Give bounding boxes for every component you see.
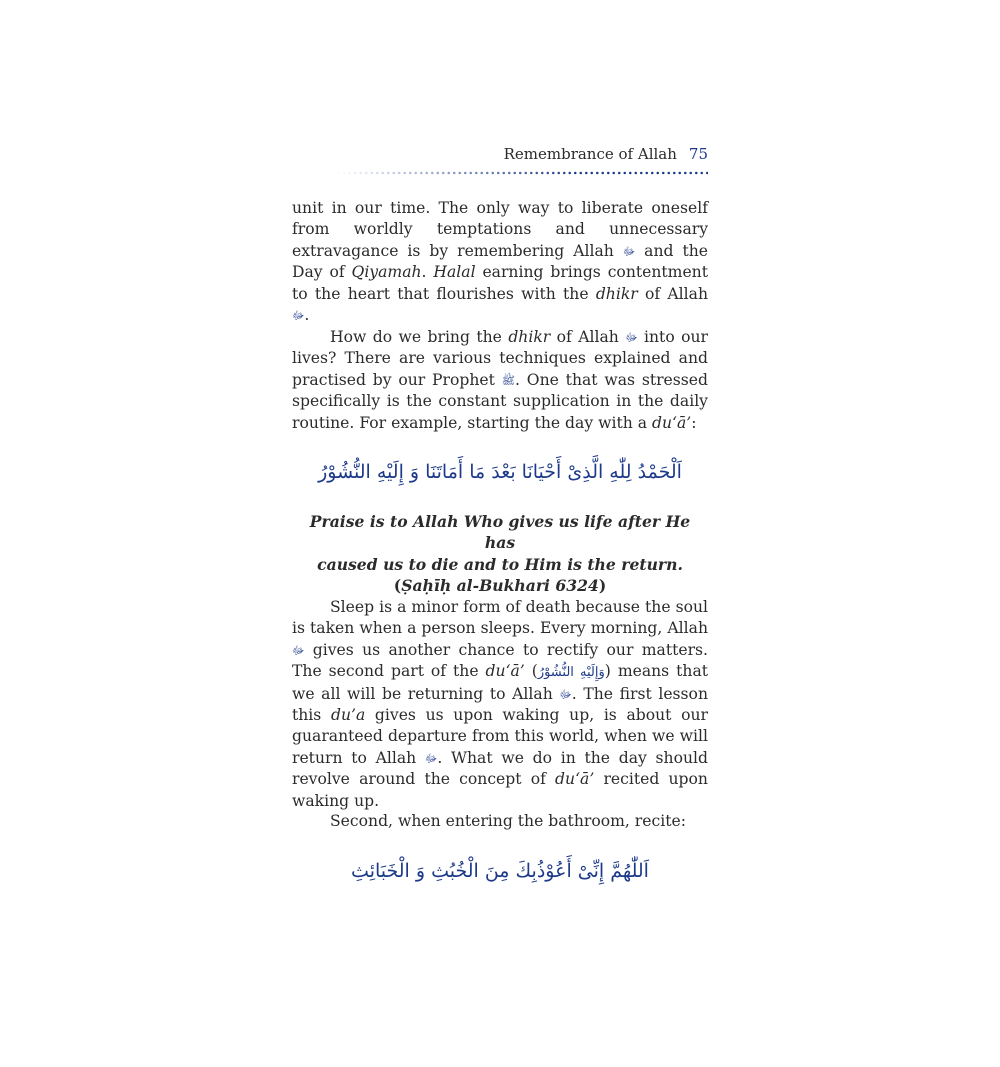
paragraph-3-text-5: ) means that we all will be returning to Allah [292,662,709,703]
paragraph-1-text-9: . [304,306,310,325]
paragraph-1-text-1: unit in our time. The only way to liberate oneself from worldly temptations and unnecessary extravagance is by remembering Allah [292,199,708,260]
term-dua: du‘ā’ [555,770,595,789]
term-dhikr: dhikr [595,284,638,303]
term-dua: du‘ā’ [651,413,692,432]
hadith-reference [292,575,708,596]
paragraph-2-text-4: into our lives? There are various techniques explained and practised by our Prophet [292,328,709,389]
translation-line-2: caused us to die and to Him is the return. [317,554,683,574]
paragraph-3 [292,597,708,812]
paragraph-1-text-8: of Allah [637,284,708,303]
dua-1-translation [292,511,708,597]
swt-symbol-icon: ﷻ [292,309,305,323]
paragraph-1 [292,198,708,326]
inline-arabic-phrase: وَإِلَيْهِ النُّشُوْرُ [537,665,605,681]
paragraph-4: Second, when entering the bathroom, recite: [330,812,686,830]
swt-symbol-icon: ﷻ [625,331,638,344]
swt-symbol-icon: ﷻ [424,751,438,765]
paragraph-3-text-6: . The first lesson this [292,684,708,725]
paragraph-3-text-2: gives us another chance to rectify our matters. The second part of the [292,640,708,681]
swt-symbol-icon: ﷻ [622,244,636,258]
ref-open: ( [393,576,402,596]
dua-2-arabic: اَللّٰهُمَّ إِنِّىْ أَعُوْذُبِكَ مِنَ الْخُبُثِ وَ الْخَبَائِثِ [351,860,649,882]
paragraph-3-text-11: recited upon waking up. [292,770,708,810]
term-dhikr: dhikr [508,328,551,346]
paragraph-2-text-7: : [691,413,697,432]
paragraph-3-text-1: Sleep is a minor form of death because the soul is taken when a person sleeps. Every morning, Allah [292,598,708,638]
paragraph-1-text-4: . [421,263,434,282]
paragraph-3-text-8: gives us upon waking up, is about our guaranteed departure from this world, when we will return to Allah [292,706,708,767]
paragraph-1-text-6: earning brings contentment to the heart that flourishes with the [292,263,708,303]
paragraph-2-text-5: . One that was stressed specifically is the constant supplication in the daily routine. For example, starting the day with a [292,370,708,432]
paragraph-1-text-2: and the Day of [292,241,708,282]
term-dua: du’a [330,706,366,725]
swt-symbol-icon: ﷻ [559,687,572,701]
running-title: Remembrance of Allah [503,145,677,163]
paragraph-3-text-9: . What we do in the day should revolve around the concept of [292,748,708,789]
term-qiyamah: Qiyamah [351,263,422,282]
paragraph-2-text-3: of Allah [550,328,626,346]
ref-close: ) [598,576,607,596]
paragraph-3-text-4: ( [524,662,538,681]
page-number: 75 [688,145,708,163]
dua-1-arabic: اَلْحَمْدُ لِلّٰهِ الَّذِىْ أَحْيَانَا بَعْدَ مَا أَمَاتَنَا وَ إِلَيْهِ النُّشُوْرُ [318,461,682,483]
translation-line-1: Praise is to Allah Who gives us life after He has [309,512,691,553]
term-dua: du‘ā’ [485,662,525,681]
header-dotted-rule [336,171,708,175]
ref-text: Ṣaḥīḥ al-Bukhari 6324 [401,576,599,596]
running-header [504,144,708,164]
term-halal: Halal [433,263,476,282]
paragraph-2-text-1: How do we bring the [330,328,509,346]
pbuh-symbol-icon: ﷺ [501,373,516,387]
swt-symbol-icon: ﷻ [292,643,305,657]
paragraph-2 [292,327,708,434]
